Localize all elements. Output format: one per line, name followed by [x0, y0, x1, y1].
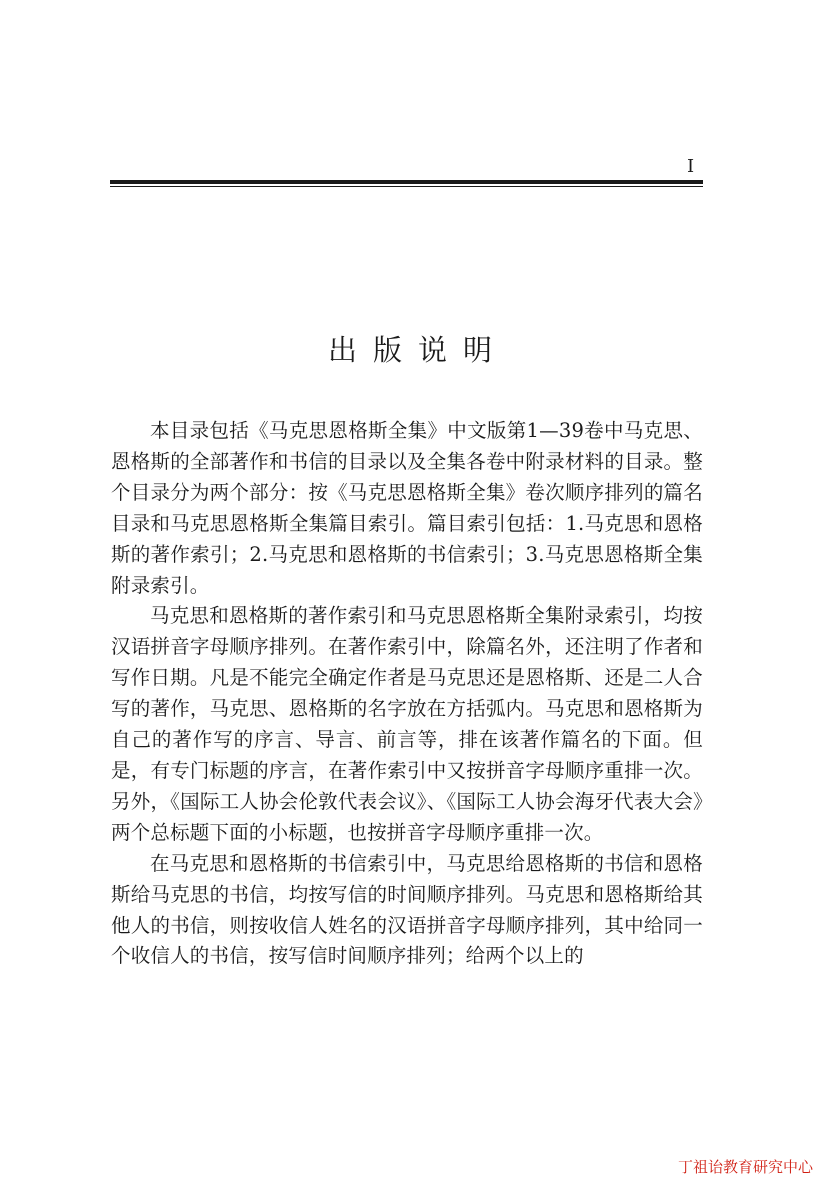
paragraph-3: 在马克思和恩格斯的书信索引中，马克思给恩格斯的书信和恩格斯给马克思的书信，均按写信的时间顺序排列。马克思和恩格斯给其他人的书信，则按收信人姓名的汉语拼音字母顺序排列，其中给同一个收信人的书信，按写信时间顺序排列；给两个以上的 [111, 851, 703, 968]
page-number: I [687, 156, 695, 177]
paragraph-1: 本目录包括《马克思恩格斯全集》中文版第1—39卷中马克思、恩格斯的全部著作和书信的目录以及全集各卷中附录材料的目录。整个目录分为两个部分：按《马克思恩格斯全集》卷次顺序排列的篇名目录和马克思恩格斯全集篇目索引。篇目索引包括：1.马克思和恩格斯的著作索引；2.马克思和恩格斯的书信索引；3.马克思恩格斯全集附录索引。 [111, 419, 703, 597]
body-text [111, 416, 703, 972]
watermark-text: 丁祖诒教育研究中心 [678, 1158, 814, 1176]
header-rule-thin [110, 186, 703, 187]
paragraph-2: 马克思和恩格斯的著作索引和马克思恩格斯全集附录索引，均按汉语拼音字母顺序排列。在著作索引中，除篇名外，还注明了作者和写作日期。凡是不能完全确定作者是马克思还是恩格斯、还是二人合写的著作，马克思、恩格斯的名字放在方括弧内。马克思和恩格斯为自己的著作写的序言、导言、前言等，排在该著作篇名的下面。但是，有专门标题的序言，在著作索引中又按拼音字母顺序重排一次。另外，《国际工人协会伦敦代表会议》、《国际工人协会海牙代表大会》两个总标题下面的小标题，也按拼音字母顺序重排一次。 [111, 604, 703, 844]
header-rule-thick [110, 180, 703, 184]
page-title: 出版说明 [327, 333, 508, 367]
